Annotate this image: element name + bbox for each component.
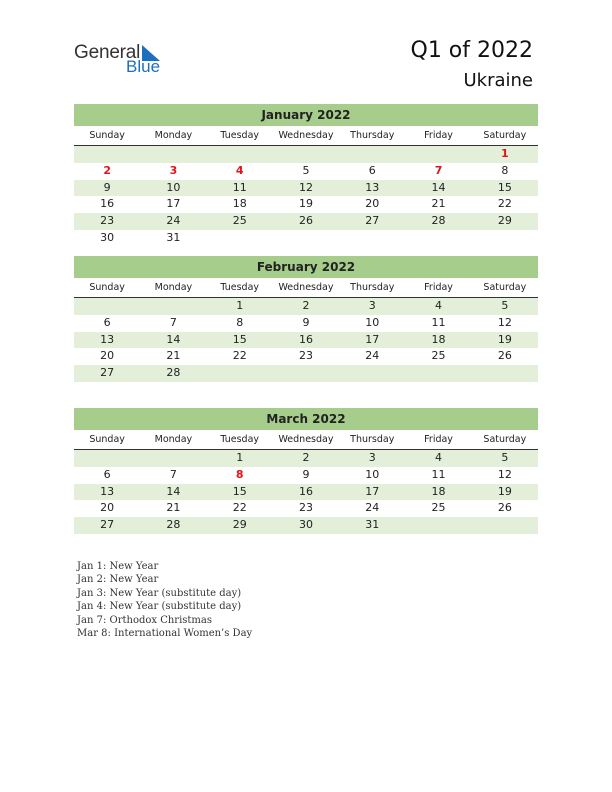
weekday-label: Tuesday [220, 130, 260, 141]
date-cell [339, 146, 405, 163]
date-cell: 28 [166, 518, 181, 532]
holiday-item: Mar 8: International Women’s Day [77, 628, 253, 640]
date-cell [472, 230, 538, 247]
date-cell: 22 [232, 501, 247, 515]
date-cell: 11 [431, 467, 446, 481]
date-cell: 27 [100, 518, 115, 532]
date-cell [140, 146, 206, 163]
date-cell: 7 [169, 467, 177, 481]
date-cell: 18 [431, 332, 446, 346]
week-row [74, 500, 538, 517]
date-cell [207, 230, 273, 247]
week-row [74, 298, 538, 315]
weekday-label: Thursday [350, 130, 395, 141]
date-cell: 2 [302, 451, 310, 464]
month-title: January 2022 [74, 104, 538, 126]
date-cell: 5 [501, 451, 509, 464]
date-cell: 4 [435, 299, 443, 312]
date-cell: 24 [365, 501, 380, 515]
date-cell [273, 146, 339, 163]
date-cell [74, 298, 140, 315]
date-cell: 16 [298, 332, 313, 346]
week-row [74, 450, 538, 467]
weekday-label: Wednesday [278, 282, 334, 293]
date-cell: 17 [166, 197, 181, 211]
weekday-header-row [74, 126, 538, 146]
date-cell: 5 [501, 299, 509, 312]
weekday-header-row [74, 430, 538, 450]
weekday-label: Monday [154, 130, 193, 141]
date-cell: 23 [100, 214, 115, 228]
week-row [74, 332, 538, 349]
page-title: Q1 of 2022 [410, 38, 533, 63]
month-calendar [74, 408, 538, 534]
weekday-label: Sunday [89, 130, 125, 141]
weekday-label: Saturday [483, 130, 527, 141]
date-cell: 8 [501, 163, 509, 177]
weekday-label: Friday [424, 282, 453, 293]
logo-blue-text: Blue [126, 57, 161, 76]
weekday-label: Sunday [89, 434, 125, 445]
date-cell: 21 [166, 501, 181, 515]
date-cell: 23 [298, 349, 313, 363]
date-cell [273, 230, 339, 247]
date-cell: 27 [365, 214, 380, 228]
date-cell: 13 [365, 180, 380, 194]
date-cell: 29 [232, 518, 247, 532]
date-cell: 13 [100, 484, 115, 498]
date-cell: 9 [302, 315, 310, 329]
date-cell: 24 [365, 349, 380, 363]
date-cell: 24 [166, 214, 181, 228]
week-row [74, 213, 538, 230]
holiday-item: Jan 4: New Year (substitute day) [77, 601, 242, 613]
weekday-label: Wednesday [278, 434, 334, 445]
weekday-label: Tuesday [220, 434, 260, 445]
date-cell [472, 365, 538, 382]
date-cell: 15 [232, 484, 247, 498]
date-cell: 12 [298, 180, 313, 194]
date-cell: 6 [103, 315, 111, 329]
date-cell [472, 517, 538, 534]
week-row [74, 230, 538, 247]
month-title: February 2022 [74, 256, 538, 278]
date-cell [207, 365, 273, 382]
week-row [74, 348, 538, 365]
weekday-label: Monday [154, 434, 193, 445]
date-cell: 2 [302, 299, 310, 312]
date-cell [74, 450, 140, 467]
date-cell: 10 [365, 315, 380, 329]
date-cell: 26 [497, 349, 512, 363]
holiday-list [77, 560, 252, 640]
date-cell: 12 [497, 467, 512, 481]
date-cell: 10 [166, 180, 181, 194]
holiday-date-cell: 8 [235, 467, 244, 481]
weekday-label: Friday [424, 434, 453, 445]
weekday-label: Thursday [350, 434, 395, 445]
date-cell: 21 [166, 349, 181, 363]
date-cell: 18 [431, 484, 446, 498]
weekday-label: Friday [424, 130, 453, 141]
logo-general-text: General [74, 42, 141, 63]
date-cell: 10 [365, 467, 380, 481]
date-cell: 28 [166, 366, 181, 380]
date-cell: 8 [236, 315, 244, 329]
date-cell: 6 [103, 467, 111, 481]
date-cell: 20 [365, 197, 380, 211]
date-cell: 20 [100, 349, 115, 363]
date-cell: 21 [431, 197, 446, 211]
date-cell: 7 [169, 315, 177, 329]
date-cell: 16 [298, 484, 313, 498]
week-row [74, 484, 538, 501]
date-cell [273, 365, 339, 382]
holiday-item: Jan 3: New Year (substitute day) [77, 587, 242, 599]
week-row [74, 196, 538, 213]
date-cell: 25 [431, 349, 446, 363]
date-cell [405, 517, 471, 534]
date-cell [405, 365, 471, 382]
date-cell: 14 [166, 332, 181, 346]
date-cell: 17 [365, 332, 380, 346]
holiday-date-cell: 1 [501, 147, 509, 160]
weekday-label: Saturday [483, 434, 527, 445]
holiday-item: Jan 2: New Year [77, 574, 159, 586]
week-row [74, 467, 538, 484]
date-cell: 6 [368, 163, 376, 177]
weekday-label: Wednesday [278, 130, 334, 141]
date-cell: 9 [302, 467, 310, 481]
holiday-item: Jan 1: New Year [77, 561, 159, 572]
date-cell: 4 [435, 451, 443, 464]
date-cell: 25 [232, 214, 247, 228]
date-cell: 31 [166, 230, 181, 244]
date-cell: 23 [298, 501, 313, 515]
holiday-date-cell: 7 [434, 163, 443, 177]
weekday-label: Tuesday [220, 282, 260, 293]
weekday-label: Saturday [483, 282, 527, 293]
date-cell: 19 [497, 332, 512, 346]
date-cell: 11 [232, 180, 247, 194]
date-cell: 19 [497, 484, 512, 498]
date-cell: 15 [232, 332, 247, 346]
weekday-label: Thursday [350, 282, 395, 293]
date-cell: 27 [100, 366, 115, 380]
date-cell: 28 [431, 214, 446, 228]
date-cell: 26 [298, 214, 313, 228]
date-cell: 9 [103, 180, 111, 194]
week-row [74, 517, 538, 534]
date-cell [207, 146, 273, 163]
date-cell: 3 [368, 451, 376, 464]
weekday-label: Monday [154, 282, 193, 293]
date-cell: 1 [236, 451, 244, 464]
logo [74, 42, 161, 76]
date-cell: 31 [365, 518, 380, 532]
month-calendar [74, 256, 538, 382]
date-cell [339, 230, 405, 247]
date-cell [140, 450, 206, 467]
date-cell: 15 [497, 180, 512, 194]
weekday-label: Sunday [89, 282, 125, 293]
date-cell: 13 [100, 332, 115, 346]
date-cell: 14 [166, 484, 181, 498]
date-cell: 26 [497, 501, 512, 515]
date-cell: 3 [368, 299, 376, 312]
date-cell: 17 [365, 484, 380, 498]
date-cell: 12 [497, 315, 512, 329]
date-cell: 16 [100, 197, 115, 211]
date-cell: 22 [497, 197, 512, 211]
date-cell: 30 [298, 518, 313, 532]
date-cell [405, 230, 471, 247]
weekday-header-row [74, 278, 538, 298]
week-row [74, 365, 538, 382]
date-cell: 22 [232, 349, 247, 363]
week-row [74, 180, 538, 197]
date-cell [140, 298, 206, 315]
holiday-date-cell: 3 [169, 163, 178, 177]
week-row [74, 146, 538, 163]
date-cell: 19 [298, 197, 313, 211]
week-row [74, 163, 538, 180]
date-cell: 25 [431, 501, 446, 515]
date-cell: 1 [236, 299, 244, 312]
holiday-date-cell: 4 [235, 163, 244, 177]
date-cell [339, 365, 405, 382]
date-cell [405, 146, 471, 163]
month-title: March 2022 [74, 408, 538, 430]
month-calendar [74, 104, 538, 247]
date-cell: 11 [431, 315, 446, 329]
date-cell: 18 [232, 197, 247, 211]
holiday-date-cell: 2 [103, 163, 111, 177]
date-cell: 5 [302, 163, 310, 177]
date-cell: 30 [100, 230, 115, 244]
date-cell: 14 [431, 180, 446, 194]
date-cell: 20 [100, 501, 115, 515]
holiday-item: Jan 7: Orthodox Christmas [77, 614, 212, 626]
week-row [74, 315, 538, 332]
date-cell: 29 [497, 214, 512, 228]
country-subtitle: Ukraine [463, 70, 533, 91]
date-cell [74, 146, 140, 163]
